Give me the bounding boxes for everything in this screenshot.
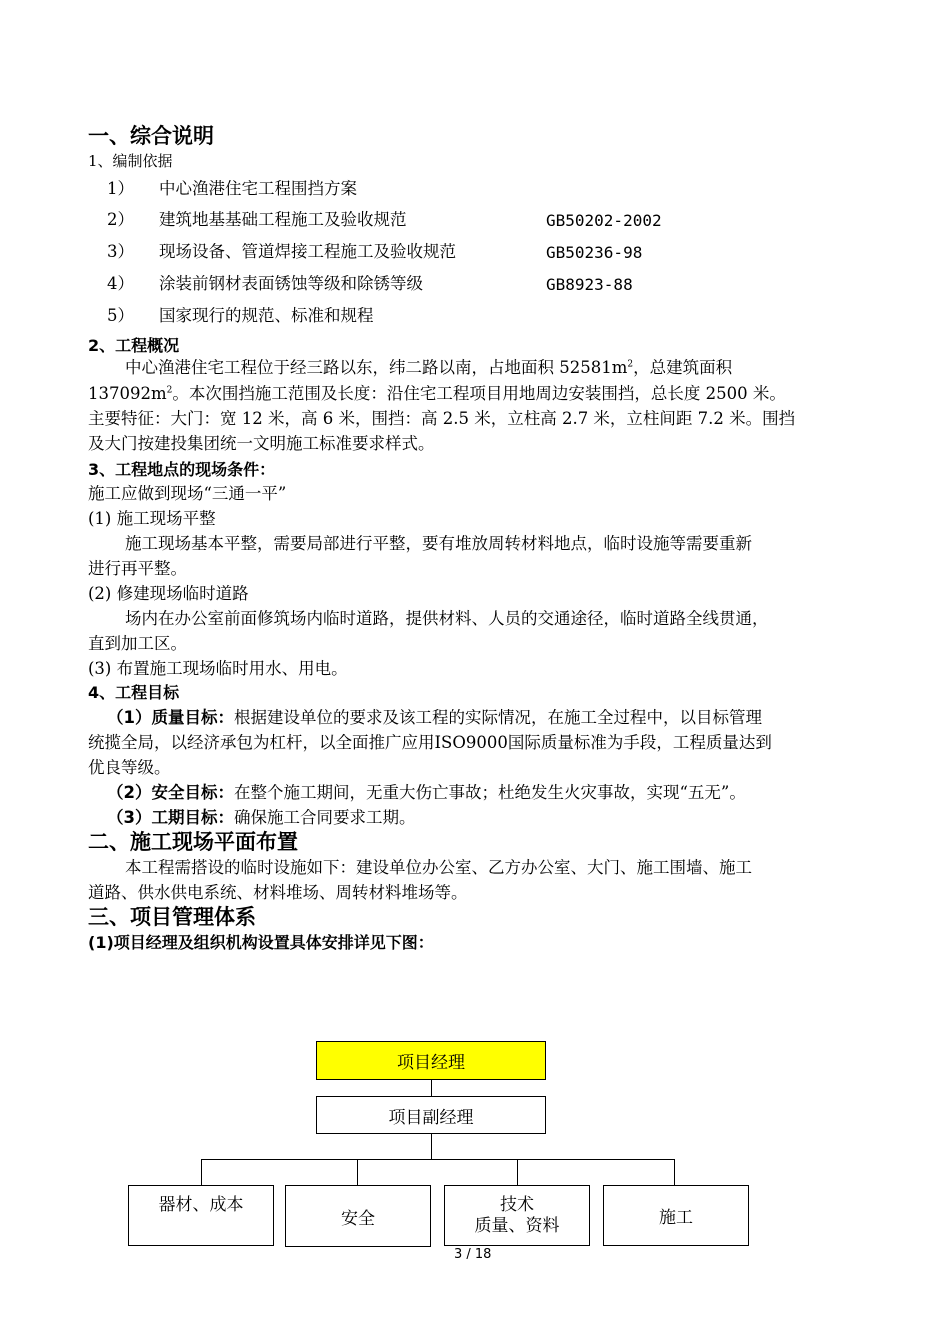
basis-item-5-num: 5） (107, 306, 134, 325)
org-connector-manager-deputy (431, 1080, 432, 1096)
goal-1-label: （1）质量目标： (107, 708, 234, 727)
org-connector-dept-3 (517, 1159, 518, 1185)
site-item-2: (2) 修建现场临时道路 (88, 584, 249, 603)
basis-item-2-text: 建筑地基基础工程施工及验收规范 (159, 210, 407, 229)
overview-line-2: $137092m^2$。本次围挡施工范围及长度：沿住宅工程项目用地周边安装围挡，总长度 2500 米。 (88, 384, 786, 403)
site-item-1-text-2: 进行再平整。 (88, 559, 187, 578)
basis-item-1-text: 中心渔港住宅工程围挡方案 (159, 179, 357, 198)
basis-item-2-code: GB50202-2002 (546, 211, 662, 230)
org-connector-deputy-bus (431, 1134, 432, 1159)
section-3-subheading: (1)项目经理及组织机构设置具体安排详见下图： (88, 933, 434, 952)
section-3-title: 三、项目管理体系 (88, 905, 256, 929)
site-item-2-text-1: 场内在办公室前面修筑场内临时道路，提供材料、人员的交通途径，临时道路全线贯通， (125, 609, 769, 628)
site-item-3: (3) 布置施工现场临时用水、用电。 (88, 659, 348, 678)
section-1-title: 一、综合说明 (88, 124, 214, 148)
section-2-text-1: 本工程需搭设的临时设施如下：建设单位办公室、乙方办公室、大门、施工围墙、施工 (125, 858, 752, 877)
org-connector-dept-1 (201, 1159, 202, 1185)
basis-item-4-text: 涂装前钢材表面锈蚀等级和除锈等级 (159, 274, 423, 293)
goal-3-line: （3）工期目标：确保施工合同要求工期。 (107, 808, 416, 827)
overview-line-3: 主要特征：大门：宽 12 米，高 6 米，围挡：高 2.5 米，立柱高 2.7 米，立柱间距 7.2 米。围挡 (88, 409, 796, 428)
goal-2-label: （2）安全目标： (107, 783, 234, 802)
overview-line-4: 及大门按建投集团统一文明施工标准要求样式。 (88, 434, 435, 453)
overview-heading: 2、工程概况 (88, 336, 180, 355)
basis-item-4-code: GB8923-88 (546, 275, 633, 294)
basis-heading: 1、编制依据 (88, 152, 173, 170)
basis-item-3-code: GB50236-98 (546, 243, 643, 262)
basis-item-5-text: 国家现行的规范、标准和规程 (159, 306, 374, 325)
basis-item-3-text: 现场设备、管道焊接工程施工及验收规范 (159, 242, 456, 261)
site-item-2-text-2: 直到加工区。 (88, 634, 187, 653)
basis-item-4-num: 4） (107, 274, 134, 293)
goal-1-line-2: 统揽全局，以经济承包为杠杆，以全面推广应用ISO9000国际质量标准为手段，工程质量达到 (88, 733, 772, 752)
org-box-tech-quality: 技术 质量、资料 (444, 1185, 590, 1246)
goal-2-line: （2）安全目标：在整个施工期间，无重大伤亡事故；杜绝发生火灾事故，实现“五无”。 (107, 783, 746, 802)
site-intro: 施工应做到现场“三通一平” (88, 484, 287, 503)
goals-heading: 4、工程目标 (88, 683, 180, 702)
org-box-construction: 施工 (603, 1185, 749, 1246)
org-box-deputy-manager: 项目副经理 (316, 1096, 546, 1134)
org-box-project-manager: 项目经理 (316, 1041, 546, 1080)
org-connector-dept-4 (674, 1159, 675, 1185)
goal-1-line-3: 优良等级。 (88, 758, 171, 777)
basis-item-2-num: 2） (107, 210, 134, 229)
org-box-equipment-cost: 器材、成本 (128, 1185, 274, 1246)
goal-1-line-1: （1）质量目标：根据建设单位的要求及该工程的实际情况，在施工全过程中，以目标管理 (107, 708, 762, 727)
org-connector-bus (201, 1159, 674, 1160)
page-number: 3 / 18 (454, 1247, 492, 1262)
org-box-safety: 安全 (285, 1185, 431, 1247)
section-2-title: 二、施工现场平面布置 (88, 830, 298, 854)
site-conditions-heading: 3、工程地点的现场条件： (88, 460, 276, 479)
site-item-1-text-1: 施工现场基本平整，需要局部进行平整，要有堆放周转材料地点，临时设施等需要重新 (125, 534, 752, 553)
basis-item-3-num: 3） (107, 242, 134, 261)
org-connector-dept-2 (357, 1159, 358, 1185)
goal-3-label: （3）工期目标： (107, 808, 234, 827)
basis-item-1-num: 1） (107, 179, 134, 198)
section-2-text-2: 道路、供水供电系统、材料堆场、周转材料堆场等。 (88, 883, 468, 902)
overview-line-1: 中心渔港住宅工程位于经三路以东，纬二路以南，占地面积 $52581m^2$，总建筑面积 (125, 358, 733, 377)
site-item-1: (1) 施工现场平整 (88, 509, 216, 528)
